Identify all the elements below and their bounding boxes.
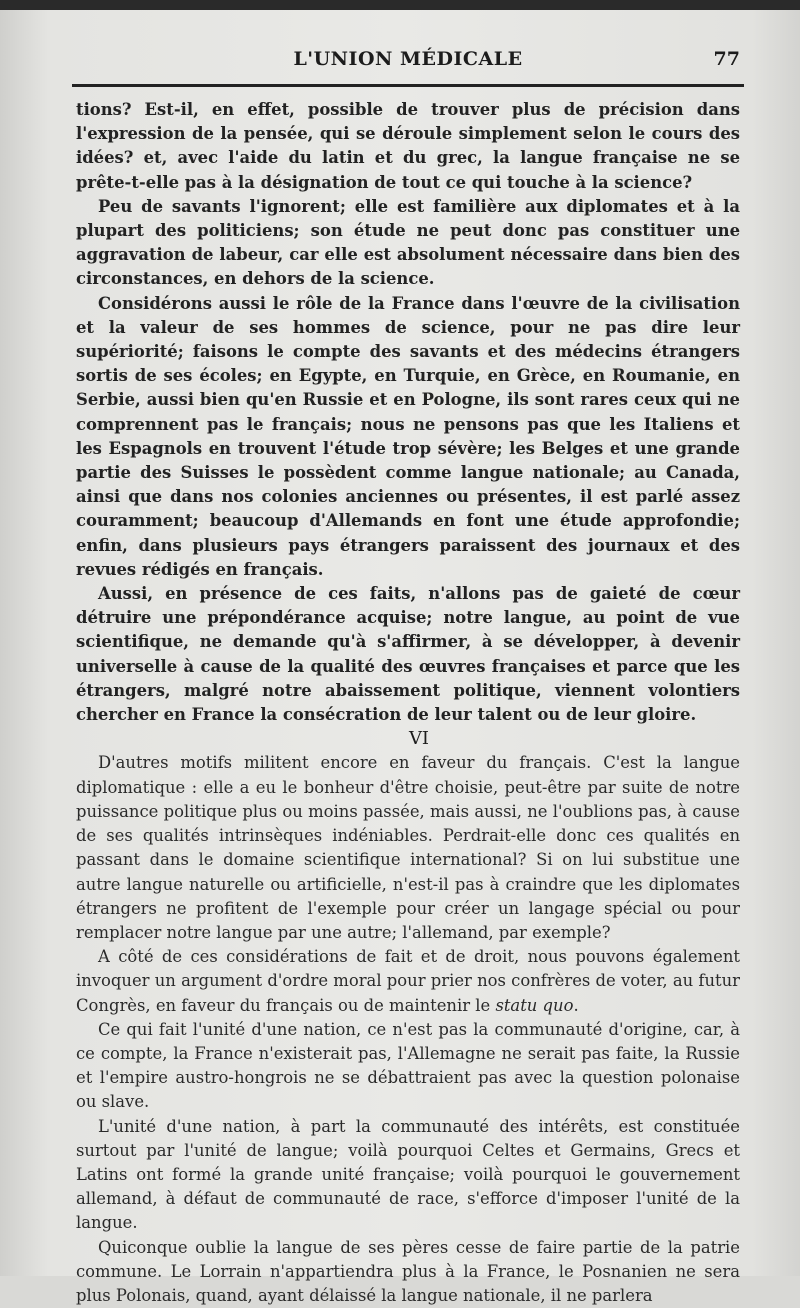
paragraph: Considérons aussi le rôle de la France dans l'œuvre de la civilisation et la valeur de ses hommes de science, pour ne pas dire leur supériorité; faisons le compte des savants et des médecins étrangers sortis de ses écoles; en Egypte, en Turquie, en Grèce, en Roumanie, en Serbie, aussi bien qu'en Russie et en Pologne, ils sont rares ceux qui ne comprennent pas le français; nous ne pensons pas que les Italiens et les Espagnols en trouvent l'étude trop sévère; les Belges et une grande partie des Suisses le possèdent comme langue nationale; au Canada, ainsi que dans nos colonies anciennes ou présentes, il est parlé assez couramment; beaucoup d'Allemands en font une étude approfondie; enfin, dans plusieurs pays étrangers paraissent des journaux et des revues rédigés en français.: [76, 293, 740, 579]
page-number: 77: [713, 48, 740, 70]
page-header: [76, 48, 740, 78]
running-head: L'UNION MÉDICALE: [293, 48, 523, 70]
paragraph: Ce qui fait l'unité d'une nation, ce n'est pas la communauté d'origine, car, à ce compte, la France n'existerait pas, l'Allemagne ne serait pas faite, la Russie et l'empire austro-hongrois ne se débattraient pas avec la question polonaise ou slave.: [76, 1019, 740, 1112]
paragraph-end: .: [573, 995, 579, 1015]
header-rule: [72, 84, 744, 87]
paragraph: L'unité d'une nation, à part la communauté des intérêts, est constituée surtout par l'unité de langue; voilà pourquoi Celtes et Germains, Grecs et Latins ont formé la grande unité française; voilà pourquoi le gouvernement allemand, à défaut de communauté de race, s'efforce d'imposer l'unité de la langue.: [76, 1116, 740, 1233]
paragraph: tions? Est-il, en effet, possible de trouver plus de précision dans l'expression de la pensée, qui se déroule simplement selon le cours des idées? et, avec l'aide du latin et du grec, la langue française ne se prête-t-elle pas à la désignation de tout ce qui touche à la science?: [76, 100, 740, 192]
italic-phrase: statu quo: [495, 995, 574, 1015]
section-heading: VI: [408, 728, 430, 750]
article-body: [76, 98, 740, 1308]
paragraph-text: A côté de ces considérations de fait et de droit, nous pouvons également invoquer un argument d'ordre moral pour prier nos confrères de voter, au futur Congrès, en faveur du français ou de maintenir le: [76, 947, 740, 1015]
scan-border-top: [0, 0, 800, 10]
paragraph-with-italic: [76, 945, 740, 1018]
paragraph: Aussi, en présence de ces faits, n'allons pas de gaieté de cœur détruire une prépondérance acquise; notre langue, au point de vue scientifique, ne demande qu'à s'affirmer, à se développer, à devenir universelle à cause de la qualité des œuvres françaises et parce que les étrangers, malgré notre abaissement politique, viennent volontiers chercher en France la consécration de leur talent ou de leur gloire.: [76, 584, 740, 725]
paragraph: D'autres motifs militent encore en faveur du français. C'est la langue diplomatique : elle a eu le bonheur d'être choisie, peut-être par suite de notre puissance politique plus ou moins passée, mais aussi, ne l'oublions pas, à cause de ses qualités intrinsèques indéniables. Perdrait-elle donc ces qualités en passant dans le domaine scientifique international? Si on lui substitue une autre langue naturelle ou artificielle, n'est-il pas à craindre que les diplomates étrangers ne profitent de l'exemple pour créer un langage spécial ou pour remplacer notre langue par une autre; l'allemand, par exemple?: [76, 753, 740, 942]
paragraph: Quiconque oublie la langue de ses pères cesse de faire partie de la patrie commune. Le Lorrain n'appartiendra plus à la France, le Posnanien ne sera plus Polonais, quand, ayant délaissé la langue nationale, il ne parlera: [76, 1237, 740, 1305]
paragraph: Peu de savants l'ignorent; elle est familière aux diplomates et à la plupart des politiciens; son étude ne peut donc pas constituer une aggravation de labeur, car elle est absolument nécessaire dans bien des circonstances, en dehors de la science.: [76, 196, 740, 289]
